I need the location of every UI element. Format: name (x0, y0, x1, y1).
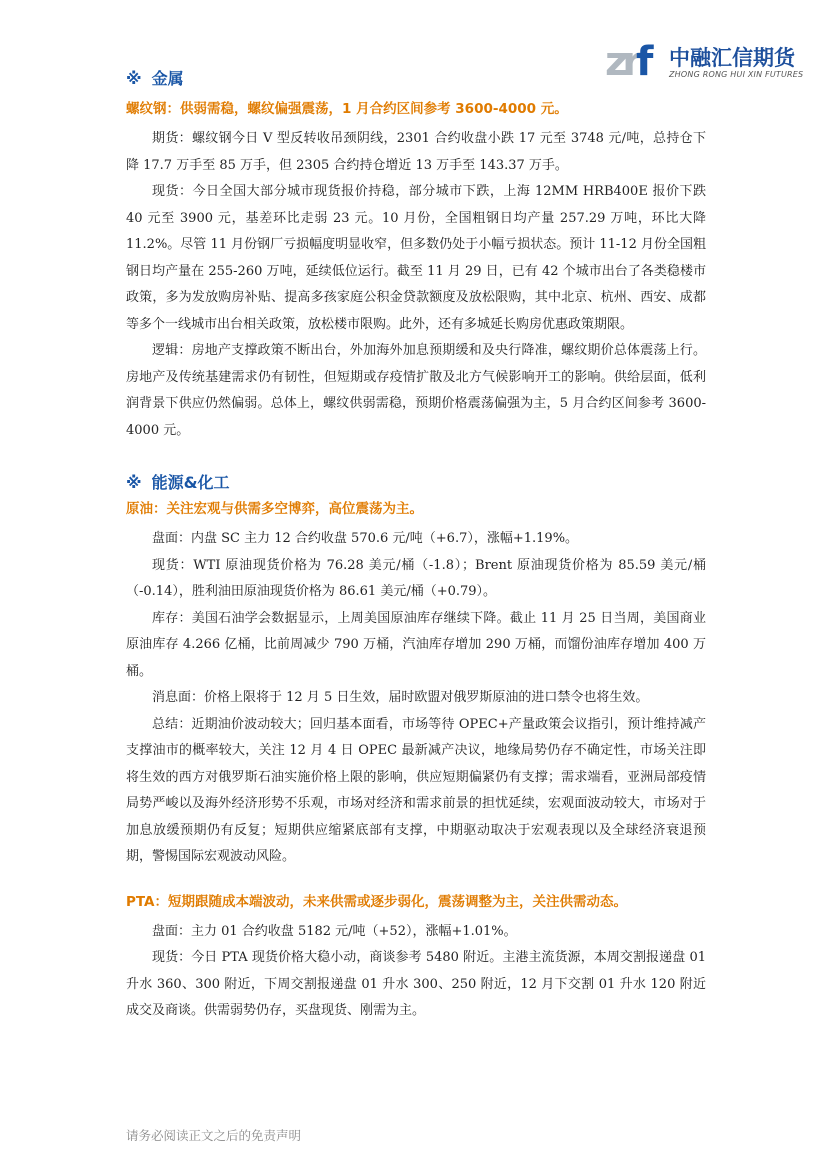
reference-mark-icon: ※ (126, 473, 142, 492)
crude-headline: 原油：关注宏观与供需多空博弈，高位震荡为主。 (126, 501, 423, 517)
rebar-spot-paragraph: 现货：今日全国大部分城市现货报价持稳，部分城市下跌，上海 12MM HRB400E 报价下跌 40 元至 3900 元，基差环比走弱 23 元。10 月份，全国粗钢日均产量 257.29 万吨，环比大降 11.2%。尽管 11 月份钢厂亏损幅度明显收窄，但多数仍处于小幅亏损状态。预计 11-12 月份全国粗钢日均产量在 255-260 万吨，延续低位运行。截至 11 月 29 日，已有 42 个城市出台了各类稳楼市政策，多为发放购房补贴、提高多孩家庭公积金贷款额度及放松限购，其中北京、杭州、西安、成都等多个一线城市出台相关政策，放松楼市限购。此外，还有多城延长购房优惠政策期限。 (126, 184, 706, 332)
pta-market-paragraph: 盘面：主力 01 合约收盘 5182 元/吨（+52），涨幅+1.01%。 (152, 923, 517, 939)
report-content (126, 66, 706, 1025)
disclaimer-footer: 请务必阅读正文之后的免责声明 (126, 1128, 302, 1143)
logo-mark-icon: zrf (605, 39, 648, 85)
pta-headline: PTA：短期跟随成本端波动，未来供需或逐步弱化，震荡调整为主，关注供需动态。 (126, 893, 628, 910)
crude-news-paragraph: 消息面：价格上限将于 12 月 5 日生效，届时欧盟对俄罗斯原油的进口禁令也将生效。 (152, 690, 649, 705)
rebar-futures-paragraph: 期货：螺纹钢今日 V 型反转收吊颈阴线，2301 合约收盘小跌 17 元至 3748 元/吨，总持仓下降 17.7 万手至 85 万手，但 2305 合约持仓增近 13 万手至 143.37 万手。 (126, 131, 706, 173)
pta-spot-paragraph: 现货：今日 PTA 现货价格大稳小动，商谈参考 5480 附近。主港主流货源，本周交割报递盘 01 升水 360、300 附近，下周交割报递盘 01 升水 300、250 附近，12 月下交割 01 升水 120 附近成交及商谈。供需弱势仍存，买盘现货、刚需为主。 (126, 950, 706, 1018)
section-title-energy: ※ 能源&化工 (126, 473, 230, 492)
crude-spot-paragraph: 现货：WTI 原油现货价格为 76.28 美元/桶（-1.8）；Brent 原油现货价格为 85.59 美元/桶（-0.14），胜利油田原油现货价格为 86.61 美元/桶（+0.79）。 (126, 557, 706, 599)
logo-chinese-name: 中融汇信期货 (669, 46, 795, 70)
crude-market-paragraph: 盘面：内盘 SC 主力 12 合约收盘 570.6 元/吨（+6.7），涨幅+1.19%。 (152, 531, 579, 546)
section-title-metals: ※ 金属 (126, 69, 184, 88)
reference-mark-icon: ※ (126, 69, 142, 88)
logo-english-name: ZHONG RONG HUI XIN FUTURES (669, 70, 804, 79)
crude-inventory-paragraph: 库存：美国石油学会数据显示，上周美国原油库存继续下降。截止 11 月 25 日当周，美国商业原油库存 4.266 亿桶，比前周减少 790 万桶，汽油库存增加 290 万桶，而馏份油库存增加 400 万桶。 (126, 610, 706, 679)
rebar-headline: 螺纹钢：供弱需稳，螺纹偏强震荡，1 月合约区间参考 3600-4000 元。 (126, 101, 568, 117)
rebar-logic-paragraph: 逻辑：房地产支撑政策不断出台，外加海外加息预期缓和及央行降准，螺纹期价总体震荡上行。房地产及传统基建需求仍有韧性，但短期或存疫情扩散及北方气候影响开工的影响。供给层面，低利润背景下供应仍然偏弱。总体上，螺纹供弱需稳，预期价格震荡偏强为主，5 月合约区间参考 3600-4000 元。 (126, 343, 706, 438)
crude-summary-paragraph: 总结：近期油价波动较大；回归基本面看，市场等待 OPEC+产量政策会议指引，预计维持减产支撑油市的概率较大，关注 12 月 4 日 OPEC 最新减产决议，地缘局势仍存不确定性，市场关注即将生效的西方对俄罗斯石油实施价格上限的影响，供应短期偏紧仍有支撑；需求端看，亚洲局部疫情局势严峻以及海外经济形势不乐观，市场对经济和需求前景的担忧延续，宏观面波动较大，市场对于加息放缓预期仍有反复；短期供应缩紧底部有支撑，中期驱动取决于宏观表现以及全球经济衰退预期，警惕国际宏观波动风险。 (126, 716, 706, 864)
